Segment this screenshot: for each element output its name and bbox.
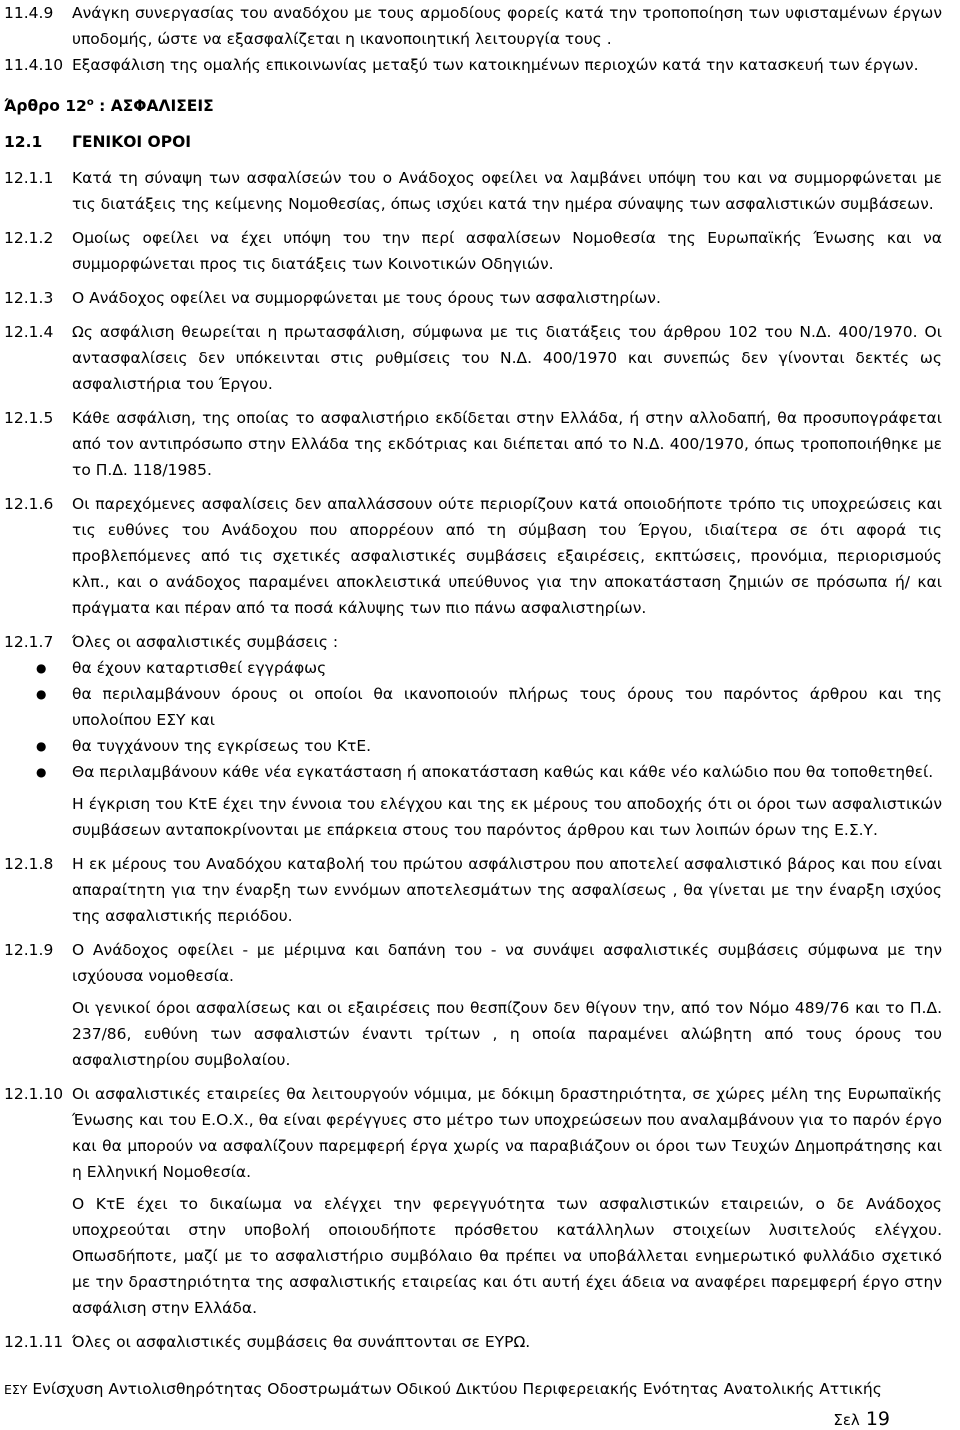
document-body — [4, 0, 952, 1355]
clause-continuation: Οι γενικοί όροι ασφαλίσεως και οι εξαιρέσεις που θεσπίζουν δεν θίγουν την, από τον Νόμο 489/76 και το Π.Δ. 237/86, ευθύνη των ασφαλιστών έναντι τρίτων , η οποία παραμένει αλώβητη από τους όρους του ασφαλιστηρίου συμβολαίου. — [72, 999, 942, 1070]
clause-continuation: Ο ΚτΕ έχει το δικαίωμα να ελέγχει την φερεγγυότητα των ασφαλιστικών εταιρειών, ο δε Ανάδοχος υποχρεούται στην υποβολή οποιουδήποτε πρόσθετου κατάλληλων στοιχείων λυσιτελούς ελέγχου. Οπωσδήποτε, μαζί με το ασφαλιστήριο συμβόλαιο θα πρέπει να υποβάλλεται ενημερωτικό φυλλάδιο σχετικό με την δραστηριότητα της ασφαλιστικής εταιρείας και ότι αυτή έχει άδεια να αναφέρει παρεμφερή έργο στην ασφάλιση στην Ελλάδα. — [72, 1195, 942, 1318]
clause-12-1-2 — [4, 225, 952, 277]
clause-text: Ως ασφάλιση θεωρείται η πρωτασφάλιση, σύμφωνα με τις διατάξεις του άρθρου 102 του Ν.Δ. 400/1970. Οι αντασφαλίσεις δεν υπόκεινται στις ρυθμίσεις του Ν.Δ. 400/1970 και συνεπώς δεν γίνονται δεκτές ως ασφαλιστήρια του Έργου. — [72, 323, 942, 394]
page-label: Σελ — [833, 1411, 860, 1429]
clause-11-4-10 — [4, 52, 952, 78]
footer-title: Ενίσχυση Αντιολισθηρότητας Οδοστρωμάτων Οδικού Δικτύου Περιφερειακής Ενότητας Ανατολικής Αττικής — [32, 1380, 882, 1398]
footer-title-line — [0, 1380, 960, 1398]
clause-text: Όλες οι ασφαλιστικές συμβάσεις : — [72, 633, 339, 652]
clause-12-1-5 — [4, 405, 952, 483]
clause-number: 11.4.9 — [4, 4, 54, 22]
bullet-icon: ● — [36, 765, 47, 780]
clause-text: Ομοίως οφείλει να έχει υπόψη του την περί ασφαλίσεων Νομοθεσία της Ευρωπαϊκής Ένωσης και να συμμορφώνεται προς τις διατάξεις των Κοινοτικών Οδηγιών. — [72, 229, 942, 274]
clause-12-1-10 — [4, 1081, 952, 1185]
clause-text: Ο Ανάδοχος οφείλει - με μέριμνα και δαπάνη του - να συνάψει ασφαλιστικές συμβάσεις σύμφωνα με την ισχύουσα νομοθεσία. — [72, 941, 942, 986]
section-heading — [4, 129, 952, 155]
clause-number: 12.1.1 — [4, 169, 54, 188]
bullet-item — [4, 681, 952, 733]
clause-number: 12.1.2 — [4, 229, 54, 248]
bullet-text: θα περιλαμβάνουν όρους οι οποίοι θα ικανοποιούν πλήρως τους όρους του παρόντος άρθρου και της υπολοίπου ΕΣΥ και — [72, 685, 942, 730]
clause-number: 12.1.4 — [4, 323, 54, 342]
bullet-icon: ● — [36, 739, 47, 754]
clause-number: 12.1.6 — [4, 495, 54, 514]
clause-number: 12.1.3 — [4, 289, 54, 308]
clause-12-1-11 — [4, 1329, 952, 1355]
clause-number: 11.4.10 — [4, 56, 64, 74]
footer-prefix: ΕΣΥ — [4, 1382, 28, 1397]
clause-number: 12.1.9 — [4, 941, 54, 960]
clause-12-1-1 — [4, 165, 952, 217]
clause-number: 12.1.11 — [4, 1333, 64, 1352]
section-number: 12.1 — [4, 133, 43, 152]
clause-11-4-9 — [4, 0, 952, 52]
clause-12-1-3 — [4, 285, 952, 311]
bullet-item — [4, 733, 952, 759]
bullet-text: θα τυγχάνουν της εγκρίσεως του ΚτΕ. — [72, 737, 372, 756]
clause-12-1-9 — [4, 937, 952, 989]
clause-12-1-7 — [4, 629, 952, 655]
bullet-icon: ● — [36, 687, 47, 702]
clause-text: Κάθε ασφάλιση, της οποίας το ασφαλιστήριο εκδίδεται στην Ελλάδα, ή στην αλλοδαπή, θα προσυπογράφεται από τον αντιπρόσωπο στην Ελλάδα της εκδότριας και διέπεται από το Ν.Δ. 400/1970, όπως τροποποιήθηκε με το Π.Δ. 118/1985. — [72, 409, 942, 480]
clause-text: Οι ασφαλιστικές εταιρείες θα λειτουργούν νόμιμα, με δόκιμη δραστηριότητα, σε χώρες μέλη της Ευρωπαϊκής Ένωσης και του Ε.Ο.Χ., θα είναι φερέγγυες στο μέτρο των υποχρεώσεων που αναλαμβάνουν για το παρόν έργο και θα μπορούν να ασφαλίζουν παρεμφερή έργα χωρίς να παραβιάζουν οι όροι των Τευχών Δημοπράτησης και η Ελληνική Νομοθεσία. — [72, 1085, 942, 1182]
page-footer — [0, 1380, 960, 1430]
clause-12-1-8 — [4, 851, 952, 929]
bullet-icon: ● — [36, 661, 47, 676]
bullet-text: Θα περιλαμβάνουν κάθε νέα εγκατάσταση ή αποκατάσταση καθώς και κάθε νέο καλώδιο που θα τοποθετηθεί. — [72, 763, 934, 782]
clause-text: Ο Ανάδοχος οφείλει να συμμορφώνεται με τους όρους των ασφαλιστηρίων. — [72, 289, 661, 308]
article-heading — [4, 90, 952, 119]
clause-text: Εξασφάλιση της ομαλής επικοινωνίας μεταξύ των κατοικημένων περιοχών κατά την κατασκευή των έργων. — [72, 56, 919, 74]
page-number-block — [833, 1408, 890, 1430]
clause-12-1-6 — [4, 491, 952, 621]
clause-text: Η εκ μέρους του Αναδόχου καταβολή του πρώτου ασφάλιστρου που αποτελεί ασφαλιστικό βάρος και που είναι απαραίτητη για την έναρξη των εννόμων αποτελεσμάτων της ασφαλίσεως , θα γίνεται με την έναρξη ισχύος της ασφαλιστικής περιόδου. — [72, 855, 942, 926]
clause-continuation: Η έγκριση του ΚτΕ έχει την έννοια του ελέγχου και της εκ μέρους του αποδοχής ότι οι όροι των ασφαλιστικών συμβάσεων ανταποκρίνονται με επάρκεια στους του παρόντος άρθρου και των λοιπών όρων της Ε.Σ.Υ. — [72, 795, 942, 840]
bullet-item — [4, 655, 952, 681]
bullet-text: θα έχουν καταρτισθεί εγγράφως — [72, 659, 327, 678]
bullet-item — [4, 759, 952, 785]
clause-number: 12.1.8 — [4, 855, 54, 874]
article-prefix: Άρθρο 12 — [4, 97, 87, 116]
clause-12-1-4 — [4, 319, 952, 397]
clause-text: Οι παρεχόμενες ασφαλίσεις δεν απαλλάσσουν ούτε περιορίζουν κατά οποιοδήποτε τρόπο τις υποχρεώσεις και τις ευθύνες του Ανάδοχου που απορρέουν από τη σύμβαση του Έργου, ιδιαίτερα σε ότι αφορά τις προβλεπόμενες από τις σχετικές ασφαλιστικές συμβάσεις εξαιρέσεις, εκπτώσεις, προνόμια, περιορισμούς κλπ., και ο ανάδοχος παραμένει αποκλειστικά υπεύθυνος για την αποκατάσταση ζημιών σε πρόσωπα ή/ και πράγματα και πέραν από τα ποσά κάλυψης των πιο πάνω ασφαλιστηρίων. — [72, 495, 942, 618]
clause-number: 12.1.5 — [4, 409, 54, 428]
page-number: 19 — [865, 1408, 890, 1430]
clause-text: Κατά τη σύναψη των ασφαλίσεών του ο Ανάδοχος οφείλει να λαμβάνει υπόψη του και να συμμορφώνεται με τις διατάξεις της κείμενης Νομοθεσίας, όπως ισχύει κατά την ημέρα σύναψης των ασφαλιστικών συμβάσεων. — [72, 169, 942, 214]
article-superscript: ο — [86, 97, 94, 108]
clause-text: Όλες οι ασφαλιστικές συμβάσεις θα συνάπτονται σε ΕΥΡΩ. — [72, 1333, 531, 1352]
section-title: ΓΕΝΙΚΟΙ ΟΡΟΙ — [72, 133, 192, 152]
article-title: : ΑΣΦΑΛΙΣΕΙΣ — [93, 97, 214, 116]
clause-number: 12.1.7 — [4, 633, 54, 652]
clause-number: 12.1.10 — [4, 1085, 64, 1104]
clause-text: Ανάγκη συνεργασίας του αναδόχου με τους αρμοδίους φορείς κατά την τροποποίηση των υφισταμένων έργων υποδομής, ώστε να εξασφαλίζεται η ικανοποιητική λειτουργία τους . — [72, 4, 942, 48]
